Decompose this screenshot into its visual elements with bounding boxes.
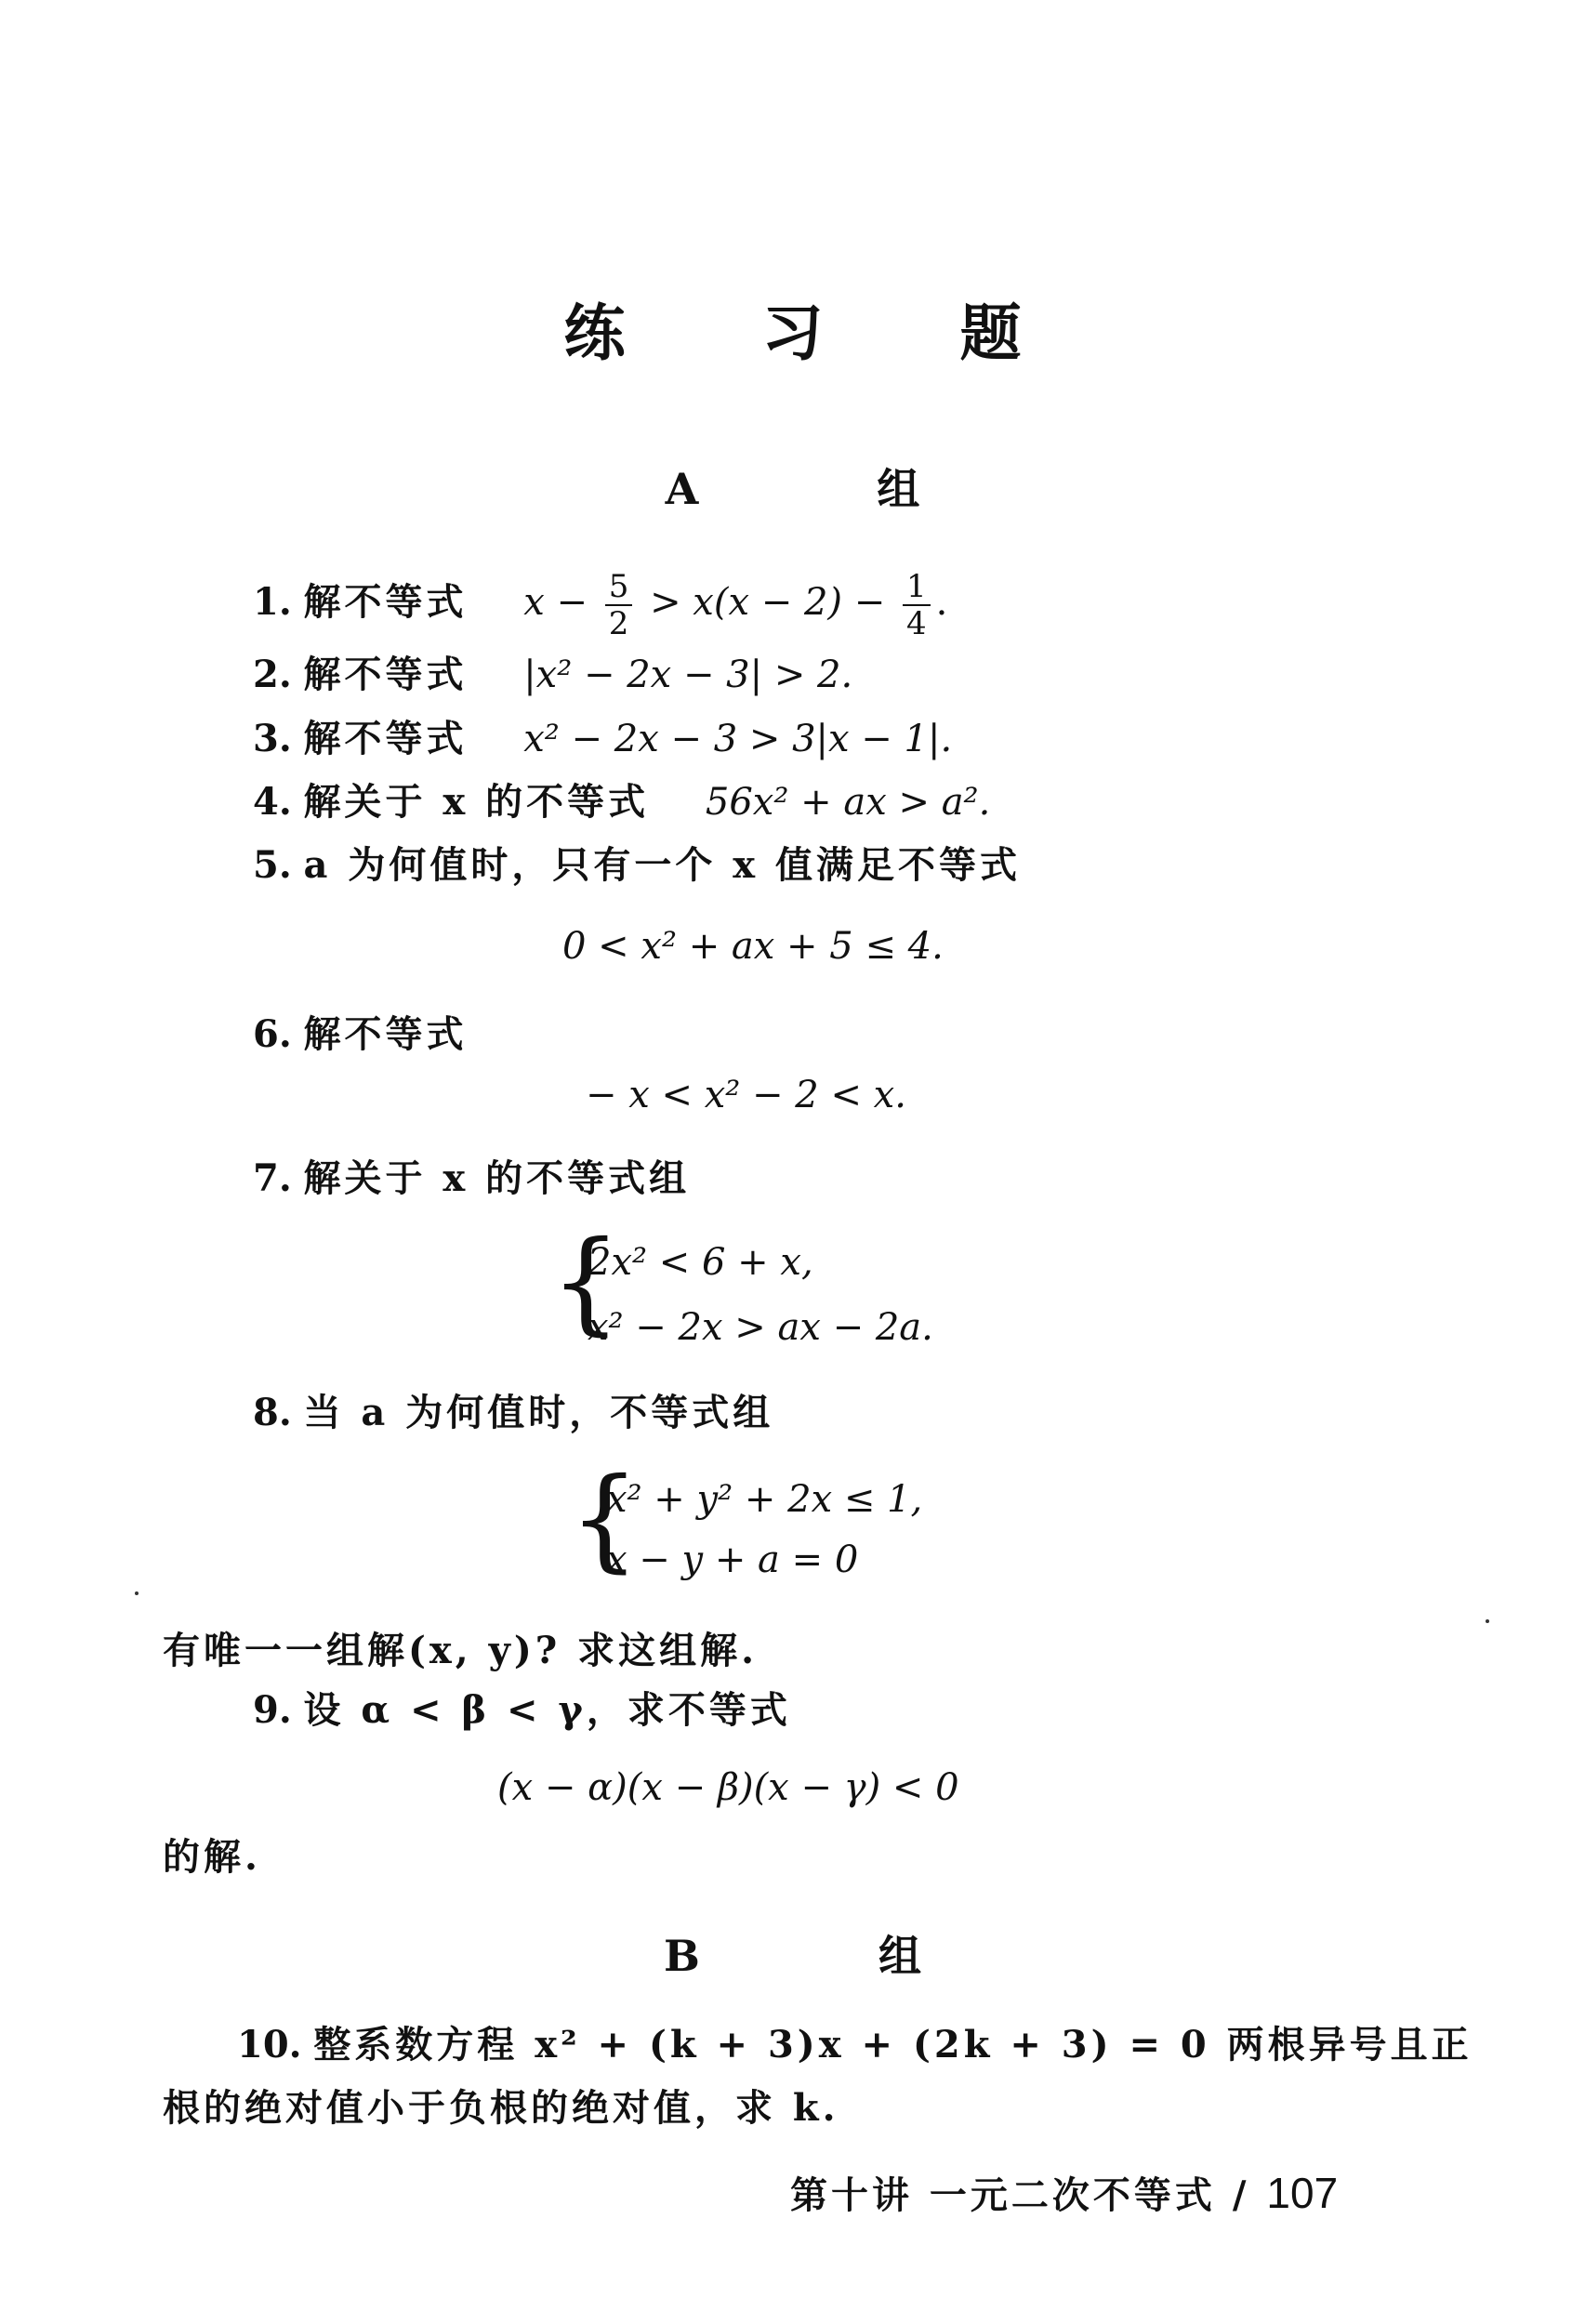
problem-number: 4. — [253, 780, 292, 824]
left-brace: { — [569, 1455, 641, 1584]
problem-number: 3. — [253, 717, 292, 760]
page-title: 练 习 题 — [563, 297, 1079, 369]
problem-text: 整系数方程 x² + (k + 3)x + (2k + 3) = 0 两根异号且正 — [313, 2023, 1473, 2067]
page-number: 107 — [1266, 2169, 1339, 2217]
problem-2 — [253, 649, 852, 701]
problem-6 — [253, 1009, 467, 1061]
scan-speck — [1486, 1619, 1489, 1623]
problem-number: 1. — [253, 580, 292, 624]
problem-3 — [253, 713, 952, 765]
numerator: 5 — [605, 569, 633, 606]
problem-number: 7. — [253, 1156, 292, 1200]
denominator: 2 — [608, 605, 629, 642]
problem-9-continuation: 的解. — [163, 1835, 261, 1879]
problem-number: 2. — [253, 653, 292, 696]
problem-10 — [237, 2019, 1473, 2071]
problem-5 — [253, 839, 1021, 891]
problem-text: 解不等式 — [303, 580, 468, 624]
problem-text: 解不等式 — [303, 717, 468, 760]
group-b-heading: B 组 — [664, 1931, 1003, 1981]
problem-8 — [253, 1387, 773, 1439]
system-line-1: x² + y² + 2x ≤ 1, — [606, 1478, 923, 1521]
problem-text: 解不等式 — [303, 1012, 468, 1056]
math-expr: x² − 2x − 3 > 3|x − 1|. — [523, 718, 953, 760]
problem-10-continuation: 根的绝对值小于负根的绝对值，求 k. — [163, 2086, 839, 2130]
problem-7 — [253, 1153, 690, 1205]
system-line-2: x − y + a = 0 — [606, 1538, 859, 1581]
denominator: 4 — [905, 605, 927, 642]
math-expr: − x < x² − 2 < x. — [586, 1074, 906, 1116]
math-expr: 56x² + ax > a². — [705, 781, 991, 824]
group-a-heading: A 组 — [665, 464, 1002, 514]
scan-speck — [135, 1591, 139, 1595]
math-expr: > x(x − 2) − — [650, 581, 886, 624]
numerator: 1 — [903, 569, 931, 606]
problem-1 — [253, 569, 947, 641]
problem-number: 9. — [253, 1688, 292, 1732]
problem-number: 6. — [253, 1012, 292, 1056]
problem-8-continuation: 有唯一一组解(x, y)? 求这组解. — [163, 1629, 759, 1672]
problem-text: 设 α < β < γ，求不等式 — [303, 1688, 791, 1732]
problem-number: 5. — [253, 843, 292, 887]
chapter-title: 第十讲 一元二次不等式 / — [790, 2173, 1250, 2217]
problem-text: 解关于 x 的不等式组 — [303, 1156, 691, 1200]
problem-number: 8. — [253, 1391, 292, 1434]
system-line-1: 2x² < 6 + x, — [588, 1241, 813, 1284]
problem-4 — [253, 776, 990, 828]
page-footer — [790, 2166, 1338, 2219]
math-expr: |x² − 2x − 3| > 2. — [523, 654, 853, 696]
problem-text: a 为何值时，只有一个 x 值满足不等式 — [303, 843, 1022, 887]
period: . — [935, 581, 948, 624]
problem-text: 解关于 x 的不等式 — [303, 780, 650, 824]
math-expr: 0 < x² + ax + 5 ≤ 4. — [562, 925, 944, 968]
fraction — [903, 569, 931, 641]
problem-number: 10. — [237, 2023, 302, 2067]
problem-text: 解不等式 — [303, 653, 468, 696]
system-line-2: x² − 2x > ax − 2a. — [588, 1306, 933, 1349]
problem-9 — [253, 1684, 791, 1736]
math-expr: x − — [523, 581, 588, 624]
left-brace: { — [550, 1218, 622, 1347]
math-expr: (x − α)(x − β)(x − γ) < 0 — [497, 1766, 959, 1809]
fraction — [605, 569, 633, 641]
problem-text: 当 a 为何值时，不等式组 — [303, 1391, 774, 1434]
